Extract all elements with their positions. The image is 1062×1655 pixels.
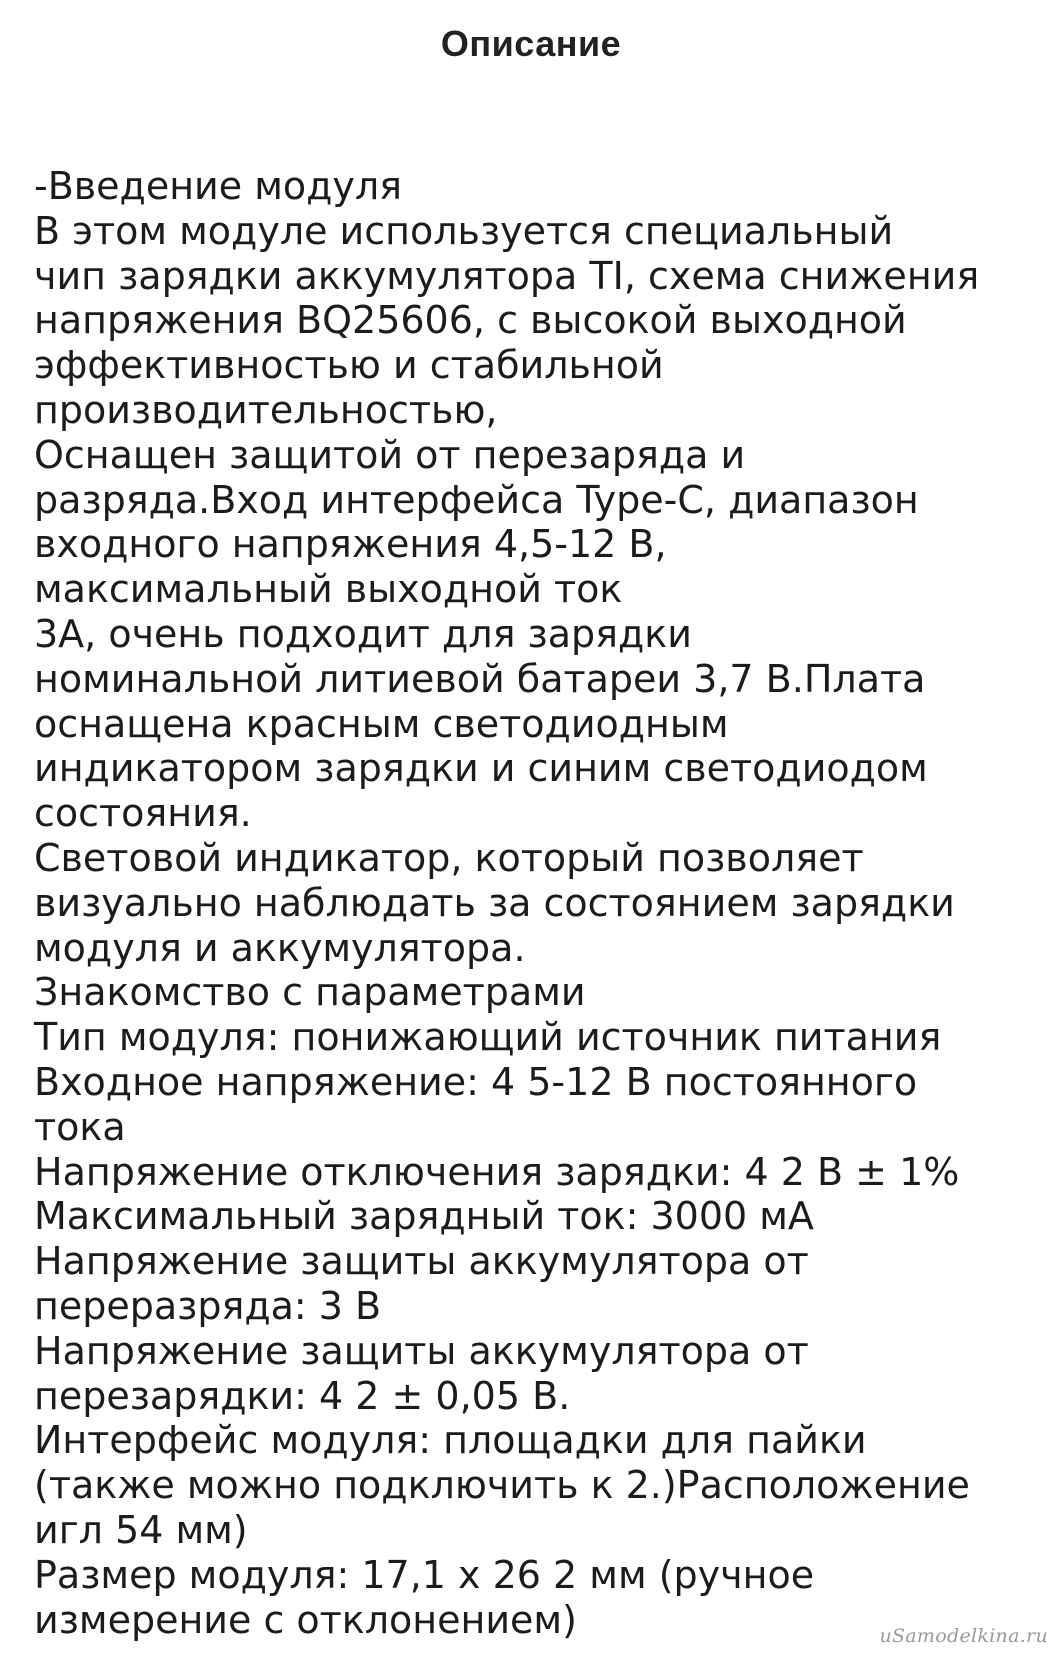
description-line: максимальный выходной ток	[34, 567, 623, 612]
site-watermark: uSamodelkina.ru	[879, 1625, 1048, 1647]
description-line: Напряжение отключения зарядки: 4 2 В ± 1%	[34, 1149, 960, 1194]
description-line: разряда.Вход интерфейса Type-C, диапазон	[34, 477, 919, 522]
description-line: тока	[34, 1104, 126, 1149]
description-line: индикатором зарядки и синим светодиодом	[34, 746, 928, 791]
description-line: перезарядки: 4 2 ± 0,05 В.	[34, 1373, 571, 1418]
description-line: Интерфейс модуля: площадки для пайки	[34, 1418, 867, 1463]
description-line: эффективностью и стабильной	[34, 343, 664, 388]
description-line: -Введение модуля	[34, 164, 403, 208]
description-line: напряжения BQ25606, с высокой выходной	[34, 298, 907, 343]
description-line: Световой индикатор, который позволяет	[34, 835, 864, 880]
description-line: измерение с отклонением)	[34, 1597, 577, 1642]
description-line: Входное напряжение: 4 5-12 В постоянного	[34, 1059, 918, 1104]
description-line: Тип модуля: понижающий источник питания	[34, 1015, 942, 1060]
description-line: игл 54 мм)	[34, 1507, 248, 1552]
description-line: входного напряжения 4,5-12 В,	[34, 522, 667, 567]
description-line: модуля и аккумулятора.	[34, 925, 526, 970]
page-title: Описание	[440, 23, 622, 64]
description-line: Знакомство с параметрами	[34, 970, 586, 1015]
description-line: номинальной литиевой батареи 3,7 В.Плата	[34, 656, 926, 701]
description-line: Размер модуля: 17,1 х 26 2 мм (ручное	[34, 1552, 815, 1597]
description-line: состояния.	[34, 791, 252, 836]
description-line: Напряжение защиты аккумулятора от	[34, 1328, 809, 1373]
description-line: Максимальный зарядный ток: 3000 мА	[34, 1194, 814, 1239]
description-line: оснащена красным светодиодным	[34, 701, 729, 746]
description-line: Оснащен защитой от перезаряда и	[34, 432, 746, 477]
description-line: чип зарядки аккумулятора TI, схема снижения	[34, 253, 980, 298]
description-line: 3А, очень подходит для зарядки	[34, 611, 692, 656]
description-line: визуально наблюдать за состоянием зарядки	[34, 880, 955, 925]
description-line: Напряжение защиты аккумулятора от	[34, 1239, 809, 1284]
description-line: В этом модуле используется специальный	[34, 208, 894, 253]
description-line: (также можно подключить к 2.)Расположение	[34, 1463, 970, 1508]
description-text	[34, 164, 1044, 1642]
description-line: производительностью,	[34, 387, 498, 432]
description-line: переразряда: 3 В	[34, 1283, 382, 1328]
